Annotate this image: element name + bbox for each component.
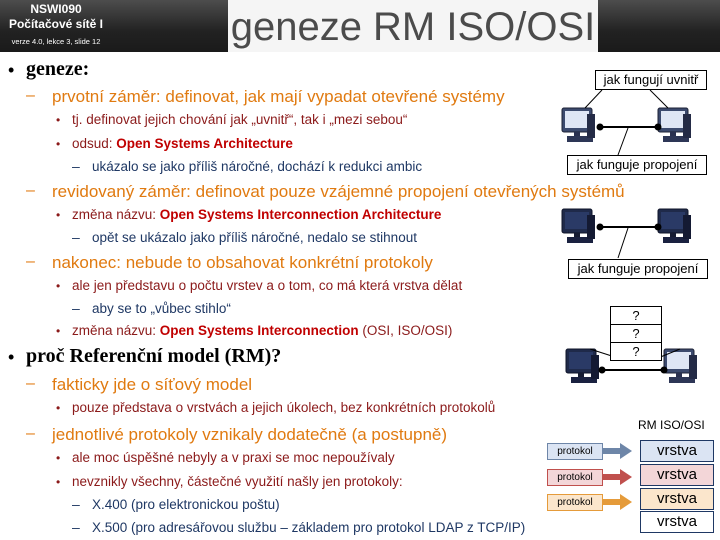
bullet-dot: •	[56, 113, 61, 127]
bullet-dot: •	[56, 208, 61, 222]
bullet-dash: –	[72, 496, 80, 512]
bullet-dash: –	[26, 375, 35, 392]
rename2-suffix: (OSI, ISO/OSI)	[358, 323, 453, 338]
bullet-dot: •	[56, 137, 61, 151]
protocol-box: protokol	[547, 469, 603, 486]
bullet-dot: •	[56, 324, 61, 338]
hence-prefix: odsud:	[72, 136, 117, 151]
bullet-dash: –	[26, 87, 35, 104]
bullet-dot: •	[56, 401, 61, 415]
text-again-complex: opět se ukázalo jako příliš náročné, nedalo se stihnout	[92, 230, 417, 245]
bullet-dot: •	[56, 279, 61, 293]
text-behavior: tj. definovat jejich chování jak „uvnitř“, tak i „mezi sebou“	[72, 112, 408, 127]
bullet-dash: –	[72, 519, 80, 535]
bullet-dash: –	[72, 300, 80, 316]
arrow-icon	[602, 443, 632, 459]
course-code: NSWI090	[30, 2, 82, 16]
text-network-model: fakticky jde o síťový model	[52, 375, 253, 394]
rename2-prefix: změna názvu:	[72, 323, 160, 338]
course-version: verze 4.0, lekce 3, slide 12	[11, 37, 101, 46]
question-box: ?	[610, 306, 662, 325]
bullet-dash: –	[26, 253, 35, 270]
question-box: ?	[610, 324, 662, 343]
text-revised-intent: revidovaný záměr: definovat pouze vzájemné propojení otevřených systémů	[52, 182, 625, 201]
computer-icon	[562, 108, 595, 142]
osi-layer: vrstva	[640, 511, 714, 533]
text-to-manage: aby se to „vůbec stihlo“	[92, 301, 231, 316]
bullet-dash: –	[72, 229, 80, 245]
bullet-dash: –	[72, 158, 80, 174]
text-initial-intent: prvotní záměr: definovat, jak mají vypadat otevřené systémy	[52, 87, 505, 106]
arrow-icon	[602, 494, 632, 510]
osi-layer: vrstva	[640, 464, 714, 486]
computer-icon	[562, 209, 595, 243]
text-too-complex: ukázalo se jako příliš náročné, dochází k redukci ambic	[92, 159, 423, 174]
computer-icon	[566, 349, 599, 383]
osi-layer: vrstva	[640, 488, 714, 510]
text-only-idea: pouze představa o vrstvách a jejich úkolech, bez konkrétních protokolů	[72, 400, 496, 415]
label-connection-1: jak funguje propojení	[567, 155, 707, 175]
computer-icon	[658, 209, 691, 243]
text-genesis: geneze:	[26, 58, 90, 80]
label-connection-2: jak funguje propojení	[568, 259, 708, 279]
question-box: ?	[610, 342, 662, 361]
text-finally: nakonec: nebude to obsahovat konkrétní protokoly	[52, 253, 433, 272]
bullet-dot: •	[8, 60, 15, 80]
text-idea-only: ale jen představu o počtu vrstev a o tom, co má která vrstva dělat	[72, 278, 463, 293]
text-not-all: nevznikly všechny, částečné využití našly jen protokoly:	[72, 474, 403, 489]
protocol-box: protokol	[547, 494, 603, 511]
bullet-dot: •	[56, 475, 61, 489]
course-name: Počítačové sítě I	[8, 17, 104, 31]
text-not-successful: ale moc úspěšné nebyly a v praxi se moc nepoužívaly	[72, 450, 395, 465]
hence-name: Open Systems Architecture	[116, 136, 293, 151]
protocol-box: protokol	[547, 443, 603, 460]
bullet-dash: –	[26, 182, 35, 199]
rename1-name: Open Systems Interconnection Architecture	[159, 207, 442, 222]
slide-title: geneze RM ISO/OSI	[228, 0, 598, 52]
bullet-dot: •	[56, 451, 61, 465]
rm-title: RM ISO/OSI	[638, 418, 705, 432]
rename1-prefix: změna názvu:	[72, 207, 160, 222]
text-why-rm: proč Referenční model (RM)?	[26, 345, 282, 367]
text-x500: X.500 (pro adresářovou službu – základem pro protokol LDAP z TCP/IP)	[92, 520, 526, 535]
bullet-dot: •	[8, 347, 15, 367]
label-inside: jak fungují uvnitř	[595, 70, 707, 90]
computer-icon	[664, 349, 697, 383]
osi-layer: vrstva	[640, 440, 714, 462]
arrow-icon	[602, 469, 632, 485]
computer-icon	[658, 108, 691, 142]
text-protocols-later: jednotlivé protokoly vznikaly dodatečně (a postupně)	[52, 425, 448, 444]
rename2-name: Open Systems Interconnection	[159, 323, 359, 338]
text-x400: X.400 (pro elektronickou poštu)	[92, 497, 280, 512]
bullet-dash: –	[26, 425, 35, 442]
